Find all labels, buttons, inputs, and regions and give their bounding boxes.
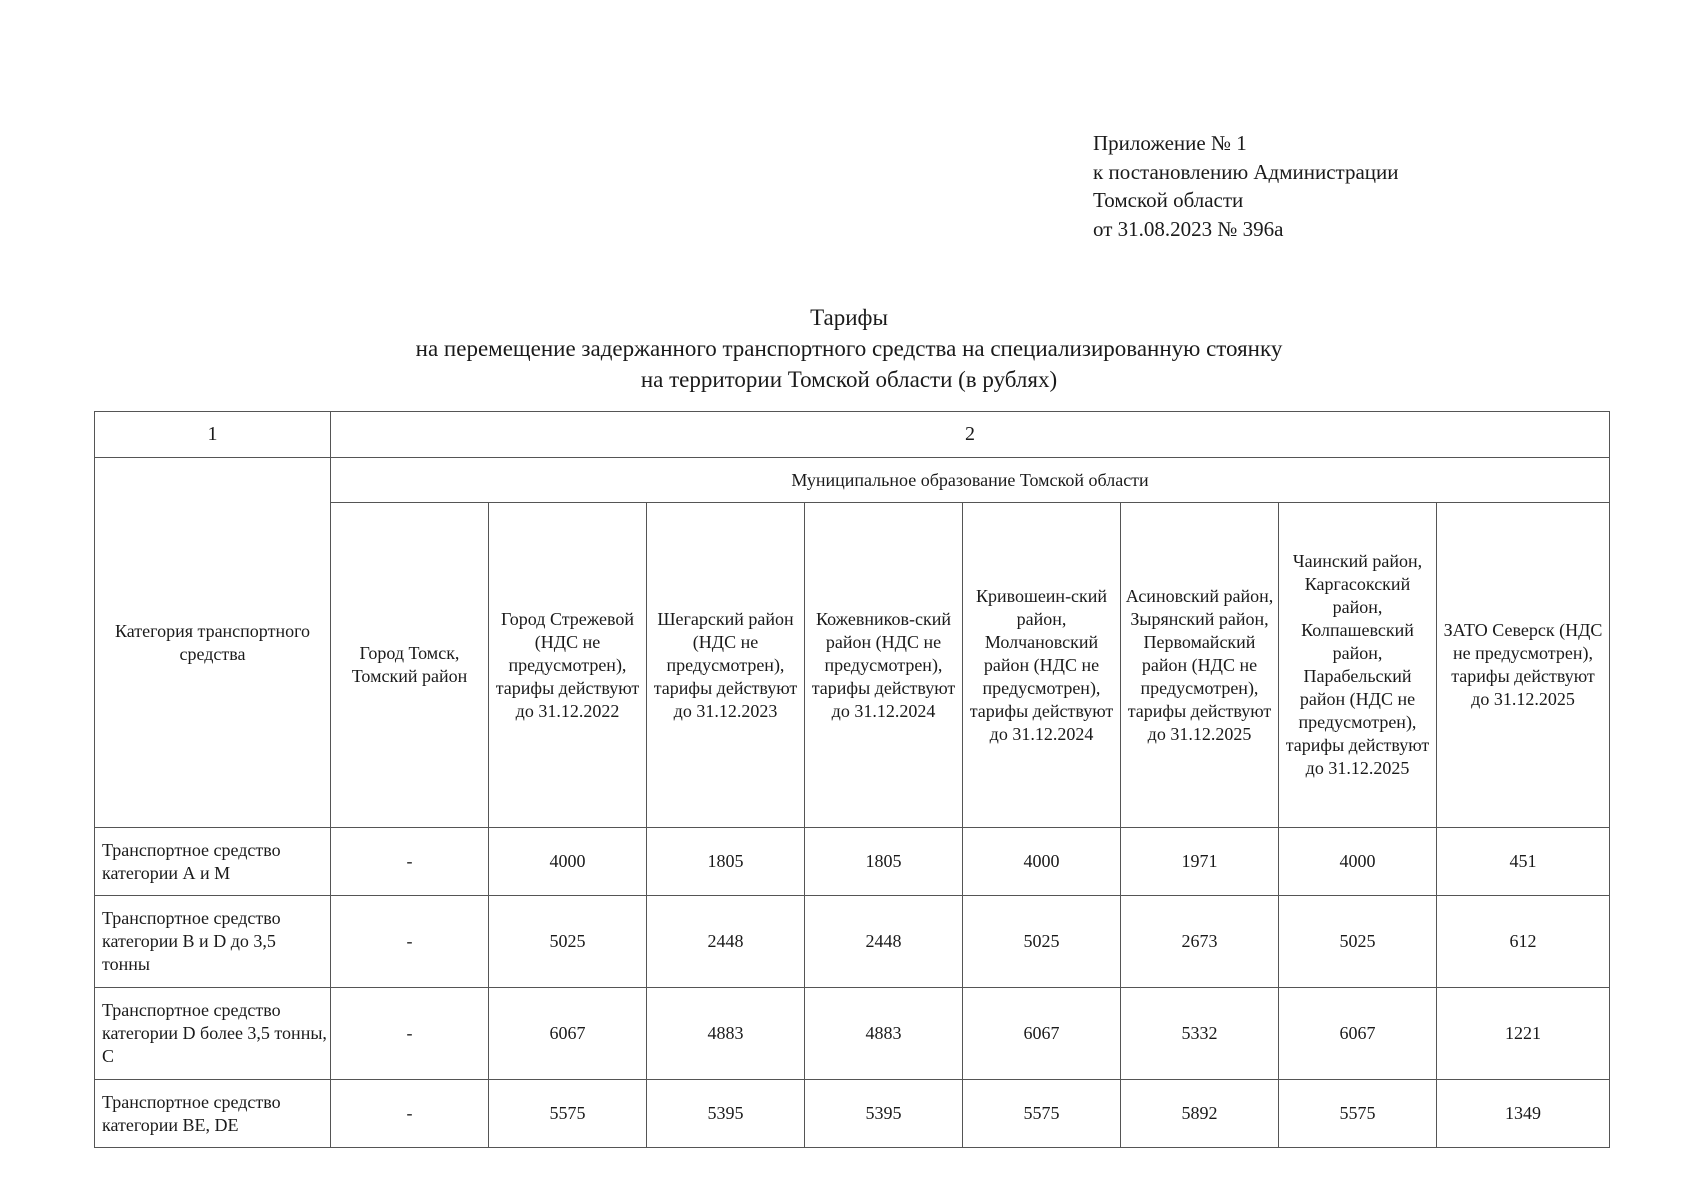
municipal-header-row [95, 458, 1610, 503]
tariff-cell: 1805 [647, 828, 805, 896]
tariff-cell: - [331, 1080, 489, 1148]
tariff-cell: 451 [1437, 828, 1610, 896]
tariffs-table [94, 411, 1610, 1148]
municipal-header: Муниципальное образование Томской области [331, 458, 1610, 503]
tariff-cell: - [331, 988, 489, 1080]
column-number-row [95, 412, 1610, 458]
tariff-cell: 4883 [647, 988, 805, 1080]
tariff-cell: 6067 [489, 988, 647, 1080]
tariff-cell: 2673 [1121, 896, 1279, 988]
appendix-line: к постановлению Администрации [1093, 159, 1399, 184]
tariff-cell: 6067 [963, 988, 1121, 1080]
tariff-cell: - [331, 896, 489, 988]
table-row [95, 1080, 1610, 1148]
appendix-block [1093, 129, 1399, 243]
tariff-cell: 5892 [1121, 1080, 1279, 1148]
title-line: на перемещение задержанного транспортного средства на специализированную стоянку [415, 336, 1283, 361]
tariff-cell: 4000 [1279, 828, 1437, 896]
tariff-cell: 5332 [1121, 988, 1279, 1080]
district-header: Кожевников-ский район (НДС не предусмотрен), тарифы действуют до 31.12.2024 [805, 503, 963, 828]
district-header: Город Стрежевой (НДС не предусмотрен), тарифы действуют до 31.12.2022 [489, 503, 647, 828]
table-row [95, 828, 1610, 896]
tariff-cell: 5575 [963, 1080, 1121, 1148]
tariff-cell: 5395 [647, 1080, 805, 1148]
category-cell: Транспортное средство категории BE, DE [95, 1080, 331, 1148]
table-row [95, 988, 1610, 1080]
district-header: Асиновский район, Зырянский район, Первомайский район (НДС не предусмотрен), тарифы действуют до 31.12.2025 [1121, 503, 1279, 828]
appendix-line: Приложение № 1 [1093, 131, 1247, 155]
tariff-cell: 1971 [1121, 828, 1279, 896]
tariff-cell: 1805 [805, 828, 963, 896]
district-header: Чаинский район, Каргасокский район, Колпашевский район, Парабельский район (НДС не предусмотрен), тарифы действуют до 31.12.2025 [1279, 503, 1437, 828]
category-cell: Транспортное средство категории А и М [95, 828, 331, 896]
district-header: ЗАТО Северск (НДС не предусмотрен), тарифы действуют до 31.12.2025 [1437, 503, 1610, 828]
tariff-cell: 5575 [489, 1080, 647, 1148]
appendix-line: Томской области [1093, 188, 1244, 212]
title-line: на территории Томской области (в рублях) [640, 367, 1058, 392]
tariff-cell: 2448 [647, 896, 805, 988]
category-cell: Транспортное средство категории D более 3,5 тонны, С [95, 988, 331, 1080]
tariff-cell: 4000 [963, 828, 1121, 896]
category-cell: Транспортное средство категории B и D до 3,5 тонны [95, 896, 331, 988]
district-header: Город Томск, Томский район [331, 503, 489, 828]
tariff-cell: 4883 [805, 988, 963, 1080]
tariff-cell: 5575 [1279, 1080, 1437, 1148]
appendix-line: от 31.08.2023 № 396а [1093, 216, 1284, 241]
tariff-cell: 6067 [1279, 988, 1437, 1080]
column-number-2: 2 [331, 412, 1610, 458]
category-header: Категория транспортного средства [95, 458, 331, 828]
table-row [95, 896, 1610, 988]
tariff-cell: 5025 [489, 896, 647, 988]
tariff-cell: 4000 [489, 828, 647, 896]
document-title [0, 302, 1698, 395]
tariff-cell: 5025 [1279, 896, 1437, 988]
column-number-1: 1 [95, 412, 331, 458]
district-header: Кривошеин-ский район, Молчановский район (НДС не предусмотрен), тарифы действуют до 31.12.2024 [963, 503, 1121, 828]
tariff-cell: 1349 [1437, 1080, 1610, 1148]
tariff-cell: - [331, 828, 489, 896]
tariff-cell: 5395 [805, 1080, 963, 1148]
district-header: Шегарский район (НДС не предусмотрен), тарифы действуют до 31.12.2023 [647, 503, 805, 828]
tariff-cell: 2448 [805, 896, 963, 988]
tariff-cell: 1221 [1437, 988, 1610, 1080]
tariff-cell: 5025 [963, 896, 1121, 988]
title-line: Тарифы [810, 305, 888, 330]
tariff-cell: 612 [1437, 896, 1610, 988]
